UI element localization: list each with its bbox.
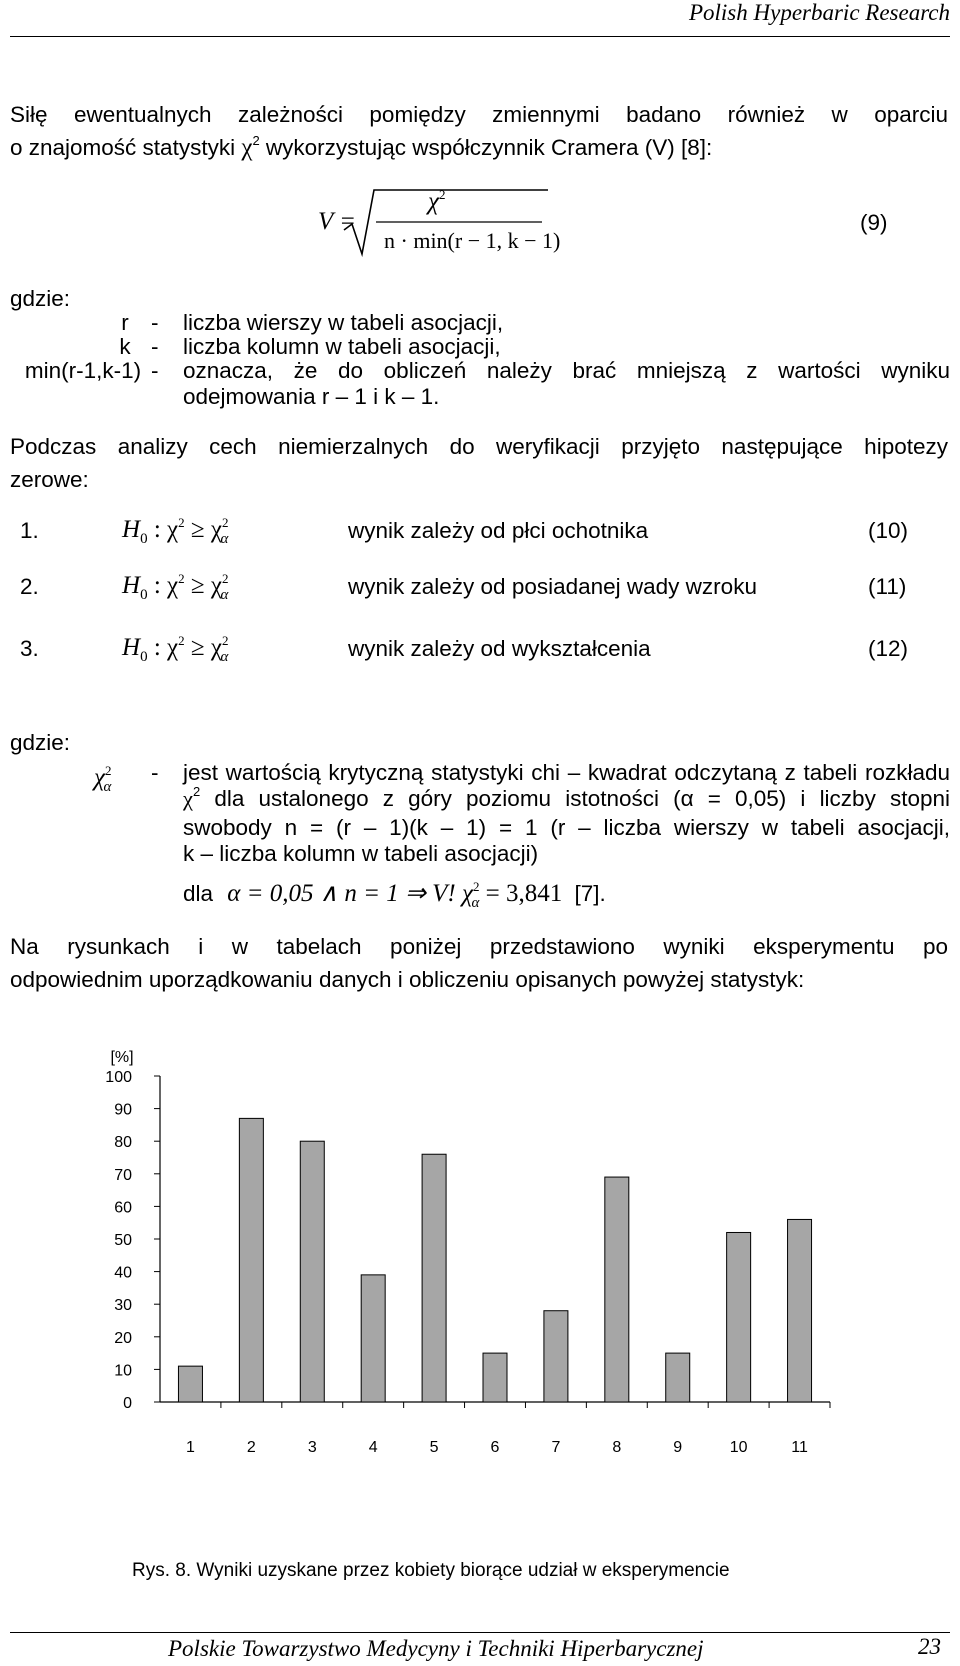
def-desc: oznacza, że do obliczeń należy brać mniejszą z wartości wyniku <box>183 358 950 383</box>
x-tick-label: 9 <box>673 1439 683 1456</box>
formula-9-denominator: n · min(r − 1, k − 1) <box>384 228 561 253</box>
x-tick-label: 4 <box>368 1439 378 1456</box>
summary-line-2: odpowiednim uporządkowaniu danych i obliczeniu opisanych powyżej statystyk: <box>10 967 805 992</box>
def-desc-cont: odejmowania r – 1 i k – 1. <box>183 384 440 409</box>
summary-line-1: Na rysunkach i w tabelach poniżej przedstawiono wyniki eksperymentu po <box>10 934 948 959</box>
def-dash: - <box>151 310 159 335</box>
hypothesis-text: wynik zależy od płci ochotnika <box>348 518 649 543</box>
def-dash: - <box>151 760 159 785</box>
x-tick-label: 10 <box>729 1439 748 1456</box>
hypotheses-list <box>0 515 960 678</box>
bar-11 <box>788 1219 812 1402</box>
def-term: r <box>121 310 129 335</box>
where-label-2: gdzie: <box>10 730 71 755</box>
formula-9-numerator: $\chi^2$ <box>428 187 446 215</box>
y-axis-label: [%] <box>110 1049 134 1066</box>
y-tick-label: 40 <box>114 1264 132 1282</box>
x-tick-label: 1 <box>186 1439 195 1456</box>
bar-5 <box>422 1154 446 1402</box>
y-tick-label: 80 <box>114 1134 132 1152</box>
def-desc: liczba wierszy w tabeli asocjacji, <box>183 310 504 335</box>
hypothesis-text: wynik zależy od posiadanej wady wzroku <box>348 574 757 599</box>
y-tick-label: 10 <box>114 1362 132 1380</box>
journal-title: Polish Hyperbaric Research <box>688 0 950 25</box>
summary-paragraph <box>10 930 948 996</box>
x-tick-label: 2 <box>246 1439 256 1456</box>
where-label-1: gdzie: <box>10 286 71 311</box>
hypotheses-intro-line-1: Podczas analizy cech niemierzalnych do weryfikacji przyjęto następujące hipotezy <box>10 434 948 459</box>
def-desc: liczba kolumn w tabeli asocjacji, <box>183 334 501 359</box>
footer-divider <box>10 1632 950 1633</box>
hypothesis-number: 1. <box>20 518 39 543</box>
hypothesis-ref: (11) <box>868 574 907 599</box>
x-tick-label: 6 <box>490 1439 500 1456</box>
intro-line-1: Siłę ewentualnych zależności pomiędzy zmiennymi badano również w oparciu <box>10 102 948 127</box>
def-dash: - <box>151 358 159 383</box>
bar-4 <box>361 1275 385 1402</box>
y-tick-label: 50 <box>114 1232 132 1249</box>
desc-line-1: jest wartością krytyczną statystyki chi – kwadrat odczytaną z tabeli rozkładu <box>183 760 950 785</box>
bar-9 <box>666 1353 690 1402</box>
bar-10 <box>727 1232 751 1402</box>
y-tick-label: 60 <box>114 1199 132 1217</box>
def-term: k <box>119 334 131 359</box>
hypotheses-intro <box>10 430 948 496</box>
def-term: min(r-1,k-1) <box>24 358 142 383</box>
x-tick-label: 8 <box>612 1439 622 1456</box>
chi-alpha-symbol: $\chi^2_\alpha$ <box>94 763 112 795</box>
hypothesis-number: 3. <box>20 636 39 661</box>
bar-7 <box>544 1311 568 1402</box>
page-number: 23 <box>918 1634 941 1659</box>
formula-9-lhs: V = <box>318 208 356 235</box>
critical-value-formula: dla α = 0,05 ∧ n = 1 ⇒ V! $\chi^2_\alpha = 3,841$ [7]. <box>183 879 606 911</box>
intro-line-2: o znajomość statystyki $\chi^2$ wykorzystując współczynnik Cramera (V) [8]: <box>10 133 713 161</box>
bar-chart <box>0 1040 960 1460</box>
x-tick-label: 11 <box>791 1439 808 1456</box>
bar-6 <box>483 1353 507 1402</box>
y-tick-label: 70 <box>114 1166 132 1184</box>
formula-9-ref: (9) <box>860 210 888 235</box>
x-tick-label: 5 <box>429 1439 439 1456</box>
footer-society: Polskie Towarzystwo Medycyny i Techniki Hiperbarycznej <box>168 1636 704 1661</box>
hypothesis-ref: (12) <box>868 636 909 661</box>
bar-2 <box>239 1118 263 1402</box>
y-tick-label: 0 <box>123 1395 132 1412</box>
bar-8 <box>605 1177 629 1402</box>
intro-paragraph <box>10 98 948 167</box>
def-dash: - <box>151 334 159 359</box>
hypothesis-ref: (10) <box>868 518 909 543</box>
y-tick-label: 20 <box>114 1329 132 1347</box>
bar-1 <box>178 1366 202 1402</box>
hypothesis-formula: $H_0$ : $\chi^2 \ge \chi^2_\alpha$ <box>122 633 229 665</box>
hypotheses-intro-line-2: zerowe: <box>10 467 89 492</box>
chi-alpha-description <box>183 760 950 867</box>
header-divider <box>10 36 950 37</box>
definition-list-1 <box>0 310 960 420</box>
hypothesis-number: 2. <box>20 574 39 599</box>
hypothesis-formula: $H_0$ : $\chi^2 \ge \chi^2_\alpha$ <box>122 515 229 547</box>
desc-line-4: k – liczba kolumn w tabeli asocjacji) <box>183 841 539 866</box>
bar-3 <box>300 1141 324 1402</box>
hypothesis-formula: $H_0$ : $\chi^2 \ge \chi^2_\alpha$ <box>122 571 229 603</box>
figure-caption: Rys. 8. Wyniki uzyskane przez kobiety biorące udział w eksperymencie <box>132 1560 730 1581</box>
x-tick-label: 3 <box>307 1439 317 1456</box>
y-tick-label: 90 <box>114 1101 132 1119</box>
desc-line-2: $\chi^2$ dla ustalonego z góry poziomu istotności (α = 0,05) i liczby stopni <box>183 784 950 811</box>
y-tick-label: 100 <box>105 1069 132 1086</box>
desc-line-3: swobody n = (r – 1)(k – 1) = 1 (r – liczba wierszy w tabeli asocjacji, <box>183 815 950 840</box>
y-tick-label: 30 <box>114 1297 132 1315</box>
x-tick-label: 7 <box>551 1439 561 1456</box>
hypothesis-text: wynik zależy od wykształcenia <box>348 636 651 661</box>
